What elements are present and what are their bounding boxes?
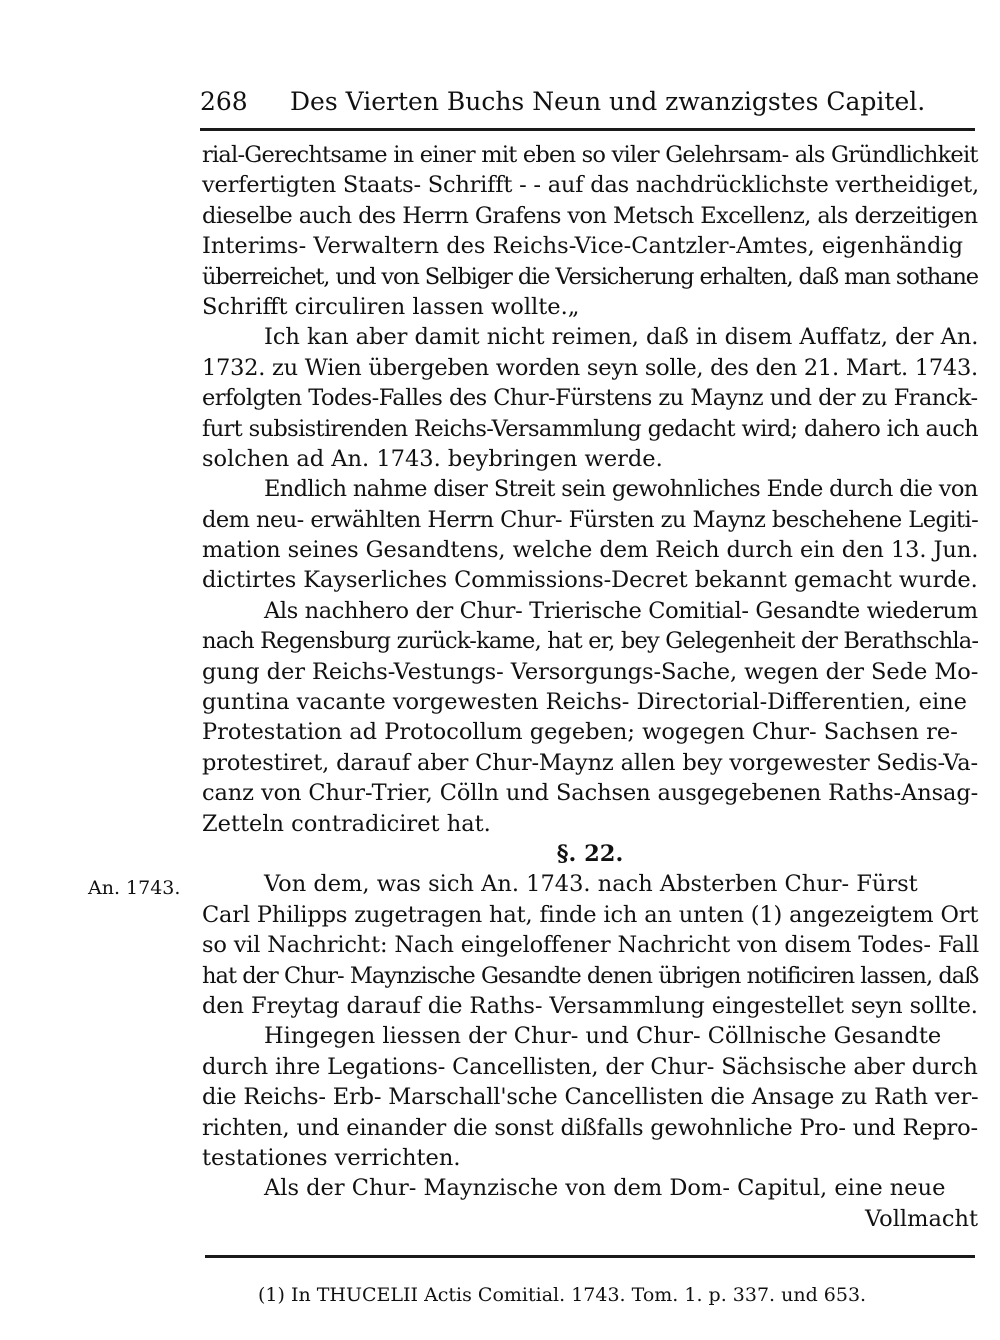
text-line: Vollmacht bbox=[864, 1205, 978, 1232]
running-header bbox=[200, 82, 926, 122]
text-line: 1732. zu Wien übergeben worden seyn solle, des den 21. Mart. 1743. bbox=[202, 354, 978, 381]
body-text bbox=[202, 140, 978, 1234]
text-line: Carl Philipps zugetragen hat, finde ich an unten (1) angezeigtem Ort bbox=[202, 901, 979, 928]
text-line: richten, und einander die sonst dißfalls gewohnliche Pro- und Repro- bbox=[202, 1114, 978, 1141]
text-line: dictirtes Kayserliches Commissions-Decret bekannt gemacht wurde. bbox=[202, 567, 978, 594]
text-line: Von dem, was sich An. 1743. nach Absterben Chur- Fürst bbox=[264, 871, 918, 898]
text-line: Ich kan aber damit nicht reimen, daß in disem Auffatz, der An. bbox=[264, 324, 979, 351]
text-line: die Reichs- Erb- Marschall'sche Cancellisten die Ansage zu Rath ver- bbox=[202, 1084, 979, 1111]
text-line: Protestation ad Protocollum gegeben; wogegen Chur- Sachsen re- bbox=[202, 719, 958, 746]
text-line: solchen ad An. 1743. beybringen werde. bbox=[202, 445, 663, 472]
text-line: furt subsistirenden Reichs-Versammlung gedacht wird; dahero ich auch bbox=[202, 415, 979, 442]
page-number: 268 bbox=[200, 87, 248, 116]
text-line: verfertigten Staats- Schrifft - - auf das nachdrücklichste vertheidiget, bbox=[202, 172, 979, 199]
text-line: canz von Chur-Trier, Cölln und Sachsen ausgegebenen Raths-Ansag- bbox=[202, 780, 979, 807]
text-line: dem neu- erwählten Herrn Chur- Fürsten zu Maynz beschehene Legiti- bbox=[202, 506, 979, 533]
text-line: dieselbe auch des Herrn Grafens von Metsch Excellenz, als derzeitigen bbox=[202, 202, 978, 229]
text-line: rial-Gerechtsame in einer mit eben so viler Gelehrsam- als Gründlichkeit bbox=[202, 142, 978, 168]
text-line: testationes verrichten. bbox=[202, 1144, 461, 1171]
text-line: Als nachhero der Chur- Trierische Comitial- Gesandte wiederum bbox=[264, 597, 978, 624]
text-line: Endlich nahme diser Streit sein gewohnliches Ende durch die von bbox=[264, 476, 978, 503]
text-line: guntina vacante vorgewesten Reichs- Directorial-Differentien, eine bbox=[202, 689, 967, 716]
text-line: Hingegen liessen der Chur- und Chur- Cöllnische Gesandte bbox=[264, 1023, 942, 1050]
text-line: Schrifft circuliren lassen wollte.„ bbox=[202, 293, 580, 320]
margin-note: An. 1743. bbox=[88, 877, 181, 899]
text-line: überreichet, und von Selbiger die Versicherung erhalten, daß man sothane bbox=[202, 263, 978, 290]
text-line: protestiret, darauf aber Chur-Maynz allen bey vorgewester Sedis-Va- bbox=[202, 749, 978, 776]
footnote: (1) In THUCELII Actis Comitial. 1743. Tom. 1. p. 337. und 653. bbox=[258, 1284, 867, 1306]
text-line: den Freytag darauf die Raths- Versammlung eingestellet seyn sollte. bbox=[202, 992, 978, 1019]
text-line: nach Regensburg zurück-kame, hat er, bey Gelegenheit der Berathschla- bbox=[202, 628, 979, 655]
footnote-rule bbox=[205, 1255, 975, 1258]
text-line: Zetteln contradiciret hat. bbox=[202, 810, 491, 837]
text-line: Als der Chur- Maynzische von dem Dom- Capitul, eine neue bbox=[264, 1175, 946, 1202]
text-line: so vil Nachricht: Nach eingeloffener Nachricht von disem Todes- Fall bbox=[202, 932, 980, 959]
text-line: erfolgten Todes-Falles des Chur-Fürstens zu Maynz und der zu Franck- bbox=[202, 385, 978, 412]
running-title: Des Vierten Buchs Neun und zwanzigstes Capitel. bbox=[290, 87, 926, 116]
header-rule bbox=[200, 128, 975, 131]
text-line: durch ihre Legations- Cancellisten, der Chur- Sächsische aber durch bbox=[202, 1053, 978, 1080]
text-line: gung der Reichs-Vestungs- Versorgungs-Sache, wegen der Sede Mo- bbox=[202, 658, 979, 685]
text-line: Interims- Verwaltern des Reichs-Vice-Cantzler-Amtes, eigenhändig bbox=[202, 233, 964, 260]
text-line: mation seines Gesandtens, welche dem Reich durch ein den 13. Jun. bbox=[202, 537, 979, 564]
section-heading: §. 22. bbox=[556, 840, 624, 867]
text-line: hat der Chur- Maynzische Gesandte denen übrigen notificiren lassen, daß bbox=[202, 962, 979, 989]
